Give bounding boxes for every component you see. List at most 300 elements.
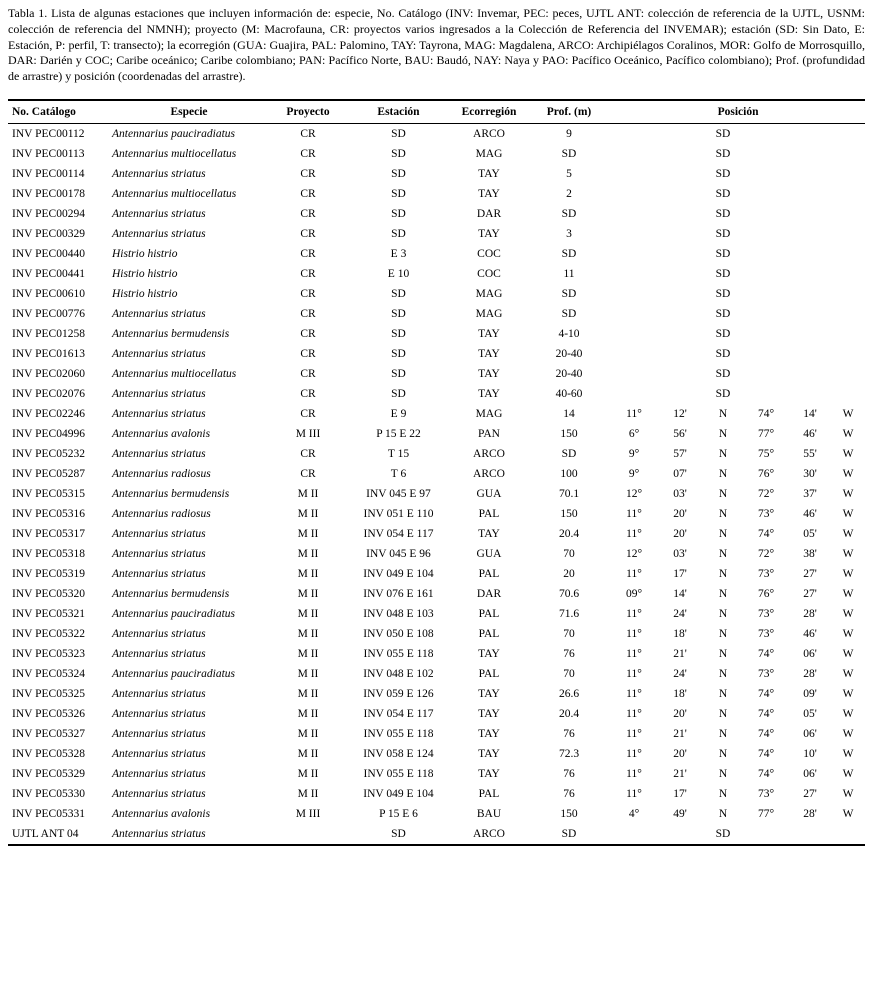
cell-especie: Antennarius avalonis — [112, 428, 211, 441]
cell-estacion: SD — [391, 188, 406, 201]
cell-lon-min: 46' — [803, 628, 817, 641]
cell-lat-min — [657, 144, 703, 164]
cell-ns: N — [718, 608, 728, 621]
cell-proyecto: CR — [300, 248, 316, 261]
cell-catalogo: INV PEC05320 — [12, 588, 85, 601]
table-row — [8, 264, 865, 284]
cell-lat-min — [657, 324, 703, 344]
cell-lon-min: 10' — [803, 748, 817, 761]
cell-catalogo: INV PEC00113 — [12, 148, 85, 161]
cell-lon-deg: 73° — [757, 508, 775, 521]
cell-ew: W — [842, 808, 854, 821]
cell-especie: Antennarius bermudensis — [112, 488, 230, 501]
cell-lon-deg: 74° — [757, 768, 775, 781]
header-prof: Prof. (m) — [546, 106, 592, 119]
cell-especie: Antennarius striatus — [112, 448, 206, 461]
cell-lon-min: 05' — [803, 708, 817, 721]
cell-estacion: INV 045 E 97 — [366, 488, 431, 501]
cell-lon-deg: 76° — [757, 588, 775, 601]
table-row — [8, 284, 865, 304]
table-row — [8, 204, 865, 224]
cell-prof: 20 — [563, 568, 575, 581]
cell-lat-min: 03' — [673, 548, 687, 561]
header-estacion: Estación — [377, 106, 420, 119]
cell-proyecto: M II — [297, 788, 319, 801]
cell-ew: W — [842, 768, 854, 781]
cell-estacion: INV 048 E 103 — [363, 608, 434, 621]
cell-ns: SD — [715, 248, 731, 261]
cell-ew: W — [842, 528, 854, 541]
cell-especie: Antennarius striatus — [112, 548, 206, 561]
cell-ns: N — [718, 688, 728, 701]
cell-especie: Antennarius striatus — [112, 528, 206, 541]
cell-ew: W — [842, 608, 854, 621]
cell-especie: Antennarius striatus — [112, 768, 206, 781]
cell-estacion: E 3 — [390, 248, 407, 261]
cell-ns: N — [718, 728, 728, 741]
table-row — [8, 224, 865, 244]
cell-lat-min — [657, 284, 703, 304]
cell-prof: 76 — [563, 728, 575, 741]
cell-lat-deg — [611, 164, 657, 184]
cell-lon-min: 46' — [803, 428, 817, 441]
cell-proyecto: CR — [300, 228, 316, 241]
cell-catalogo: INV PEC05287 — [12, 468, 85, 481]
cell-estacion: INV 049 E 104 — [363, 788, 434, 801]
cell-lon-min — [789, 264, 831, 284]
cell-catalogo: INV PEC05322 — [12, 628, 85, 641]
cell-catalogo: INV PEC05318 — [12, 548, 85, 561]
table-row — [8, 384, 865, 404]
cell-ew — [831, 364, 865, 384]
cell-lat-min: 20' — [673, 748, 687, 761]
cell-proyecto: CR — [300, 448, 316, 461]
cell-lon-min — [789, 224, 831, 244]
cell-ns: N — [718, 768, 728, 781]
cell-ns: N — [718, 568, 728, 581]
cell-ew: W — [842, 748, 854, 761]
cell-lat-deg — [611, 204, 657, 224]
table-row — [8, 544, 865, 564]
cell-estacion: SD — [391, 228, 406, 241]
cell-lon-deg: 73° — [757, 788, 775, 801]
cell-ns: N — [718, 808, 728, 821]
cell-ecorregion: MAG — [475, 308, 503, 321]
cell-proyecto: M II — [297, 648, 319, 661]
cell-catalogo: INV PEC05315 — [12, 488, 85, 501]
cell-proyecto: M II — [297, 508, 319, 521]
cell-lon-deg: 74° — [757, 688, 775, 701]
cell-proyecto: M II — [297, 708, 319, 721]
cell-lon-deg — [743, 184, 789, 204]
cell-lon-min — [789, 164, 831, 184]
cell-lat-min: 12' — [673, 408, 687, 421]
cell-lat-min: 20' — [673, 508, 687, 521]
cell-especie: Antennarius striatus — [112, 748, 206, 761]
cell-ecorregion: PAL — [478, 628, 500, 641]
cell-catalogo: INV PEC05331 — [12, 808, 85, 821]
cell-catalogo: INV PEC01258 — [12, 328, 85, 341]
cell-ns: SD — [715, 308, 731, 321]
header-especie: Especie — [170, 106, 208, 119]
cell-prof: 4-10 — [558, 328, 580, 341]
cell-prof: 70.1 — [558, 488, 580, 501]
cell-proyecto: CR — [300, 128, 316, 141]
cell-lon-min: 28' — [803, 668, 817, 681]
cell-ns: SD — [715, 388, 731, 401]
table-row — [8, 684, 865, 704]
table-row — [8, 324, 865, 344]
cell-ew — [831, 384, 865, 404]
cell-estacion: SD — [391, 148, 406, 161]
cell-especie: Antennarius striatus — [112, 628, 206, 641]
cell-ns: N — [718, 628, 728, 641]
cell-ew — [831, 124, 865, 145]
cell-proyecto: M II — [297, 728, 319, 741]
cell-ns: SD — [715, 328, 731, 341]
cell-ew — [831, 204, 865, 224]
cell-proyecto: M II — [297, 608, 319, 621]
cell-prof: SD — [561, 828, 577, 841]
cell-lon-deg — [743, 204, 789, 224]
cell-lat-min: 03' — [673, 488, 687, 501]
cell-estacion: SD — [391, 328, 406, 341]
cell-lat-min — [657, 204, 703, 224]
cell-ew: W — [842, 668, 854, 681]
table-row — [8, 364, 865, 384]
cell-lat-deg — [611, 184, 657, 204]
cell-ns: SD — [715, 828, 731, 841]
cell-prof: 20-40 — [555, 348, 583, 361]
cell-prof: 26.6 — [558, 688, 580, 701]
table-row — [8, 404, 865, 424]
cell-catalogo: INV PEC02060 — [12, 368, 85, 381]
cell-ecorregion: TAY — [478, 328, 500, 341]
cell-lat-deg — [611, 364, 657, 384]
cell-proyecto: CR — [300, 408, 316, 421]
cell-lon-min: 38' — [803, 548, 817, 561]
cell-ew — [831, 304, 865, 324]
cell-ns: SD — [715, 368, 731, 381]
cell-prof: 3 — [566, 228, 572, 241]
cell-lat-deg — [611, 124, 657, 145]
cell-lon-min — [789, 124, 831, 145]
cell-lon-deg — [743, 284, 789, 304]
cell-especie: Antennarius striatus — [112, 728, 206, 741]
cell-lat-min — [657, 184, 703, 204]
cell-ecorregion: MAG — [475, 408, 503, 421]
cell-catalogo: INV PEC01613 — [12, 348, 85, 361]
cell-catalogo: INV PEC05330 — [12, 788, 85, 801]
cell-ecorregion: PAL — [478, 788, 500, 801]
cell-proyecto: CR — [300, 368, 316, 381]
cell-catalogo: INV PEC05324 — [12, 668, 85, 681]
cell-lon-min — [789, 324, 831, 344]
cell-lon-deg: 74° — [757, 408, 775, 421]
cell-lat-deg: 9° — [628, 448, 640, 461]
cell-catalogo: UJTL ANT 04 — [12, 828, 79, 841]
cell-especie: Histrio histrio — [112, 288, 178, 301]
cell-ns: SD — [715, 288, 731, 301]
table-row — [8, 244, 865, 264]
cell-especie: Antennarius striatus — [112, 388, 206, 401]
cell-proyecto: M II — [297, 528, 319, 541]
cell-lat-min: 21' — [673, 728, 687, 741]
cell-proyecto: M III — [295, 808, 321, 821]
cell-ecorregion: TAY — [478, 648, 500, 661]
cell-especie: Antennarius striatus — [112, 568, 206, 581]
table-row — [8, 644, 865, 664]
table-row — [8, 704, 865, 724]
cell-catalogo: INV PEC00610 — [12, 288, 85, 301]
cell-especie: Antennarius striatus — [112, 788, 206, 801]
cell-prof: 2 — [566, 188, 572, 201]
cell-estacion: INV 076 E 161 — [363, 588, 434, 601]
cell-lon-deg — [743, 304, 789, 324]
cell-estacion: SD — [391, 348, 406, 361]
cell-estacion: INV 055 E 118 — [363, 768, 434, 781]
cell-ew: W — [842, 568, 854, 581]
cell-estacion: INV 049 E 104 — [363, 568, 434, 581]
cell-ew — [831, 164, 865, 184]
cell-catalogo: INV PEC05323 — [12, 648, 85, 661]
cell-lon-min — [789, 144, 831, 164]
cell-lat-deg: 11° — [626, 728, 642, 741]
table-row — [8, 604, 865, 624]
cell-lon-deg — [743, 244, 789, 264]
cell-estacion: SD — [391, 168, 406, 181]
cell-proyecto: M II — [297, 568, 319, 581]
cell-lon-min: 06' — [803, 768, 817, 781]
cell-ew: W — [842, 728, 854, 741]
cell-ns: N — [718, 708, 728, 721]
cell-proyecto: M II — [297, 668, 319, 681]
cell-lat-deg — [611, 824, 657, 845]
cell-ew — [831, 824, 865, 845]
cell-lon-deg — [743, 124, 789, 145]
cell-estacion: INV 058 E 124 — [363, 748, 434, 761]
cell-proyecto — [270, 824, 346, 845]
cell-prof: 20.4 — [558, 708, 580, 721]
cell-lat-min — [657, 384, 703, 404]
cell-ns: SD — [715, 208, 731, 221]
cell-lon-deg — [743, 144, 789, 164]
cell-ns: N — [718, 488, 728, 501]
cell-ecorregion: TAY — [478, 728, 500, 741]
cell-lon-deg — [743, 164, 789, 184]
cell-ecorregion: TAY — [478, 368, 500, 381]
cell-lat-min: 56' — [673, 428, 687, 441]
cell-proyecto: M III — [295, 428, 321, 441]
cell-ecorregion: PAL — [478, 668, 500, 681]
cell-lat-min: 20' — [673, 528, 687, 541]
cell-especie: Antennarius radiosus — [112, 508, 211, 521]
table-row — [8, 304, 865, 324]
cell-ns: N — [718, 448, 728, 461]
cell-prof: 100 — [560, 468, 578, 481]
cell-lon-min — [789, 344, 831, 364]
cell-catalogo: INV PEC00329 — [12, 228, 85, 241]
cell-lat-min: 07' — [673, 468, 687, 481]
cell-lat-deg: 11° — [626, 668, 642, 681]
cell-prof: 76 — [563, 768, 575, 781]
cell-prof: 14 — [563, 408, 575, 421]
cell-ecorregion: TAY — [478, 188, 500, 201]
cell-ecorregion: TAY — [478, 348, 500, 361]
cell-prof: 70 — [563, 668, 575, 681]
cell-lat-min — [657, 164, 703, 184]
cell-especie: Antennarius striatus — [112, 208, 206, 221]
cell-especie: Antennarius radiosus — [112, 468, 211, 481]
cell-lat-min: 24' — [673, 668, 687, 681]
cell-estacion: INV 054 E 117 — [363, 528, 434, 541]
cell-lon-deg — [743, 364, 789, 384]
cell-prof: SD — [561, 148, 577, 161]
cell-lat-deg — [611, 224, 657, 244]
cell-ew: W — [842, 408, 854, 421]
cell-lon-min: 28' — [803, 608, 817, 621]
cell-ecorregion: MAG — [475, 288, 503, 301]
cell-lon-min — [789, 304, 831, 324]
cell-especie: Antennarius pauciradiatus — [112, 608, 235, 621]
cell-lon-min: 28' — [803, 808, 817, 821]
cell-lat-min — [657, 824, 703, 845]
cell-estacion: P 15 E 6 — [379, 808, 418, 821]
cell-ew: W — [842, 428, 854, 441]
table-row — [8, 184, 865, 204]
cell-ecorregion: TAY — [478, 768, 500, 781]
cell-lat-deg: 6° — [628, 428, 640, 441]
cell-lat-min: 49' — [673, 808, 687, 821]
table-row — [8, 764, 865, 784]
cell-prof: 150 — [560, 508, 578, 521]
table-row — [8, 524, 865, 544]
cell-ew: W — [842, 688, 854, 701]
cell-especie: Antennarius multiocellatus — [112, 148, 237, 161]
cell-proyecto: M II — [297, 488, 319, 501]
cell-catalogo: INV PEC02246 — [12, 408, 85, 421]
cell-estacion: INV 055 E 118 — [363, 648, 434, 661]
cell-lat-deg: 11° — [626, 628, 642, 641]
cell-prof: 40-60 — [555, 388, 583, 401]
cell-lon-min: 09' — [803, 688, 817, 701]
cell-lon-deg — [743, 384, 789, 404]
cell-lat-deg — [611, 264, 657, 284]
cell-catalogo: INV PEC05325 — [12, 688, 85, 701]
cell-lon-min — [789, 204, 831, 224]
table-row — [8, 344, 865, 364]
cell-estacion: INV 045 E 96 — [366, 548, 431, 561]
cell-proyecto: M II — [297, 748, 319, 761]
cell-ecorregion: PAL — [478, 608, 500, 621]
cell-lon-deg: 77° — [757, 808, 775, 821]
cell-lat-deg: 12° — [625, 488, 643, 501]
cell-especie: Antennarius striatus — [112, 168, 206, 181]
table-row — [8, 584, 865, 604]
cell-proyecto: CR — [300, 188, 316, 201]
table-row — [8, 504, 865, 524]
cell-catalogo: INV PEC05316 — [12, 508, 85, 521]
cell-ns: N — [718, 668, 728, 681]
cell-catalogo: INV PEC05326 — [12, 708, 85, 721]
cell-ecorregion: PAL — [478, 568, 500, 581]
cell-estacion: INV 048 E 102 — [363, 668, 434, 681]
cell-lon-deg: 77° — [757, 428, 775, 441]
cell-lon-deg — [743, 264, 789, 284]
cell-lon-deg: 74° — [757, 648, 775, 661]
cell-ns: N — [718, 548, 728, 561]
cell-lat-deg — [611, 384, 657, 404]
cell-lat-deg: 11° — [626, 648, 642, 661]
cell-lon-min: 06' — [803, 648, 817, 661]
cell-prof: 70 — [563, 628, 575, 641]
cell-proyecto: M II — [297, 768, 319, 781]
cell-catalogo: INV PEC05232 — [12, 448, 85, 461]
header-row — [8, 100, 865, 124]
cell-especie: Antennarius striatus — [112, 228, 206, 241]
cell-lat-min: 21' — [673, 768, 687, 781]
cell-especie: Antennarius striatus — [112, 648, 206, 661]
cell-catalogo: INV PEC05321 — [12, 608, 85, 621]
cell-ew: W — [842, 628, 854, 641]
cell-proyecto: CR — [300, 388, 316, 401]
cell-especie: Antennarius striatus — [112, 688, 206, 701]
cell-lat-min: 18' — [673, 628, 687, 641]
cell-lat-deg — [611, 344, 657, 364]
cell-ew: W — [842, 648, 854, 661]
cell-catalogo: INV PEC05328 — [12, 748, 85, 761]
cell-lat-min — [657, 244, 703, 264]
cell-ns: N — [718, 648, 728, 661]
cell-ecorregion: COC — [477, 268, 501, 281]
cell-lat-min — [657, 224, 703, 244]
cell-prof: 5 — [566, 168, 572, 181]
cell-lat-min: 24' — [673, 608, 687, 621]
table-row — [8, 744, 865, 764]
cell-ns: N — [718, 508, 728, 521]
cell-catalogo: INV PEC00440 — [12, 248, 85, 261]
cell-proyecto: CR — [300, 308, 316, 321]
header-ecorregion: Ecorregión — [461, 106, 517, 119]
cell-ew: W — [842, 508, 854, 521]
cell-proyecto: M II — [297, 588, 319, 601]
cell-catalogo: INV PEC05329 — [12, 768, 85, 781]
cell-lat-min — [657, 304, 703, 324]
cell-ecorregion: MAG — [475, 148, 503, 161]
cell-lon-min: 55' — [803, 448, 817, 461]
cell-ns: SD — [715, 148, 731, 161]
table-body — [8, 124, 865, 846]
cell-lat-deg: 11° — [626, 528, 642, 541]
cell-ns: N — [718, 528, 728, 541]
cell-proyecto: CR — [300, 208, 316, 221]
cell-catalogo: INV PEC00178 — [12, 188, 85, 201]
cell-prof: 70.6 — [558, 588, 580, 601]
cell-ew — [831, 324, 865, 344]
cell-lat-deg: 12° — [625, 548, 643, 561]
cell-proyecto: M II — [297, 628, 319, 641]
cell-lon-deg: 73° — [757, 668, 775, 681]
cell-especie: Antennarius striatus — [112, 348, 206, 361]
table-caption: Tabla 1. Lista de algunas estaciones que incluyen información de: especie, No. Catálogo (INV: Invemar, PEC: peces, UJTL ANT: colección de referencia de la UJTL, USNM: colección de referencia del NMNH); proyecto (M: Macrofauna, CR: proyectos varios ingresados a la Colección de Referencia del INVEMAR); estación (SD: Sin Dato, E: Estación, P: perfil, T: transecto); la ecorregión (GUA: Guajira, PAL: Palomino, TAY: Tayrona, MAG: Magdalena, ARCO: Archipiélagos Coralinos, MOR: Golfo de Morrosquillo, DAR: Darién y COC; Caribe oceánico; Caribe colombiano; PAN: Pacífico Norte, BAU: Baudó, NAY: Naya y PAO: Pacífico Oceánico, Pacífico colombiano); Prof. (profundidad de arrastre) y posición (coordenadas del arrastre). — [8, 6, 865, 84]
cell-lat-min — [657, 364, 703, 384]
cell-prof: 11 — [563, 268, 575, 281]
cell-lon-deg — [743, 344, 789, 364]
cell-ecorregion: GUA — [476, 488, 502, 501]
cell-ecorregion: TAY — [478, 688, 500, 701]
table-row — [8, 724, 865, 744]
cell-proyecto: CR — [300, 268, 316, 281]
